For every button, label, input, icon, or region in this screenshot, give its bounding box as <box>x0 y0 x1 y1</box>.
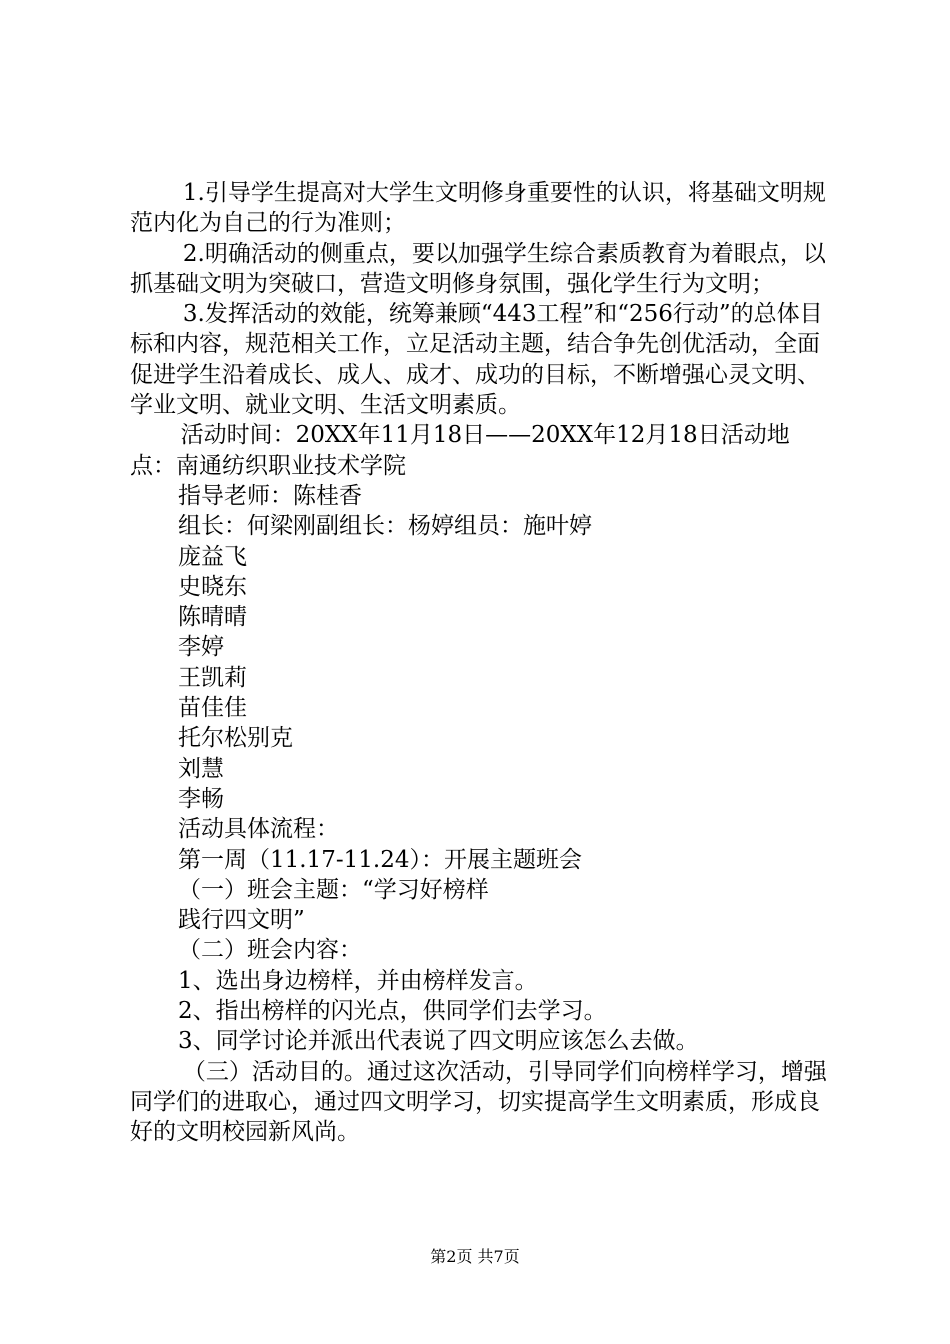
activity-time-place: 活动时间：20XX年11月18日——20XX年12月18日活动地点：南通纺织职业技术学院 <box>130 422 790 479</box>
process-heading: 活动具体流程： <box>178 816 339 843</box>
activity-purpose-paragraph: （三）活动目的。通过这次活动，引导同学们向榜样学习，增强同学们的进取心，通过四文明学习，切实提高学生文明素质，形成良好的文明校园新风尚。 <box>130 1058 827 1146</box>
member-name: 李畅 <box>178 785 224 812</box>
member-name: 庞益飞 <box>178 543 247 570</box>
member-name: 苗佳佳 <box>178 695 247 722</box>
meeting-content-item: 3、同学讨论并派出代表说了四文明应该怎么去做。 <box>178 1028 699 1055</box>
goal-paragraph-3: 3.发挥活动的效能，统筹兼顾“443工程”和“256行动”的总体目标和内容，规范相关工作，立足活动主题，结合争先创优活动，全面促进学生沿着成长、成人、成才、成功的目标，不断增强心灵文明、学业文明、就业文明、生活文明素质。 <box>130 301 823 419</box>
meeting-content-item: 2、指出榜样的闪光点，供同学们去学习。 <box>178 998 607 1025</box>
member-name: 刘慧 <box>178 755 224 782</box>
member-name: 王凯莉 <box>178 664 247 691</box>
week-one-heading: 第一周（11.17-11.24）：开展主题班会 <box>178 846 582 873</box>
meeting-theme: （一）班会主题：“学习好榜样 <box>178 876 489 903</box>
document-body <box>130 178 830 1148</box>
page-number-footer: 第2页 共7页 <box>430 1247 520 1266</box>
group-leader-line: 组长：何梁刚副组长：杨婷组员：施叶婷 <box>178 513 592 540</box>
meeting-theme-continued: 践行四文明” <box>178 907 305 934</box>
goal-paragraph-2: 2.明确活动的侧重点，要以加强学生综合素质教育为着眼点，以抓基础文明为突破口，营造文明修身氛围，强化学生行为文明； <box>130 240 826 297</box>
meeting-content-heading: （二）班会内容： <box>178 937 362 964</box>
member-name: 托尔松别克 <box>178 725 293 752</box>
member-name: 陈晴晴 <box>178 604 247 631</box>
member-name: 李婷 <box>178 634 224 661</box>
goal-paragraph-1: 1.引导学生提高对大学生文明修身重要性的认识，将基础文明规范内化为自己的行为准则； <box>130 180 826 237</box>
advisor-line: 指导老师：陈桂香 <box>178 482 362 509</box>
meeting-content-item: 1、选出身边榜样，并由榜样发言。 <box>178 967 538 994</box>
member-name: 史晓东 <box>178 573 247 600</box>
